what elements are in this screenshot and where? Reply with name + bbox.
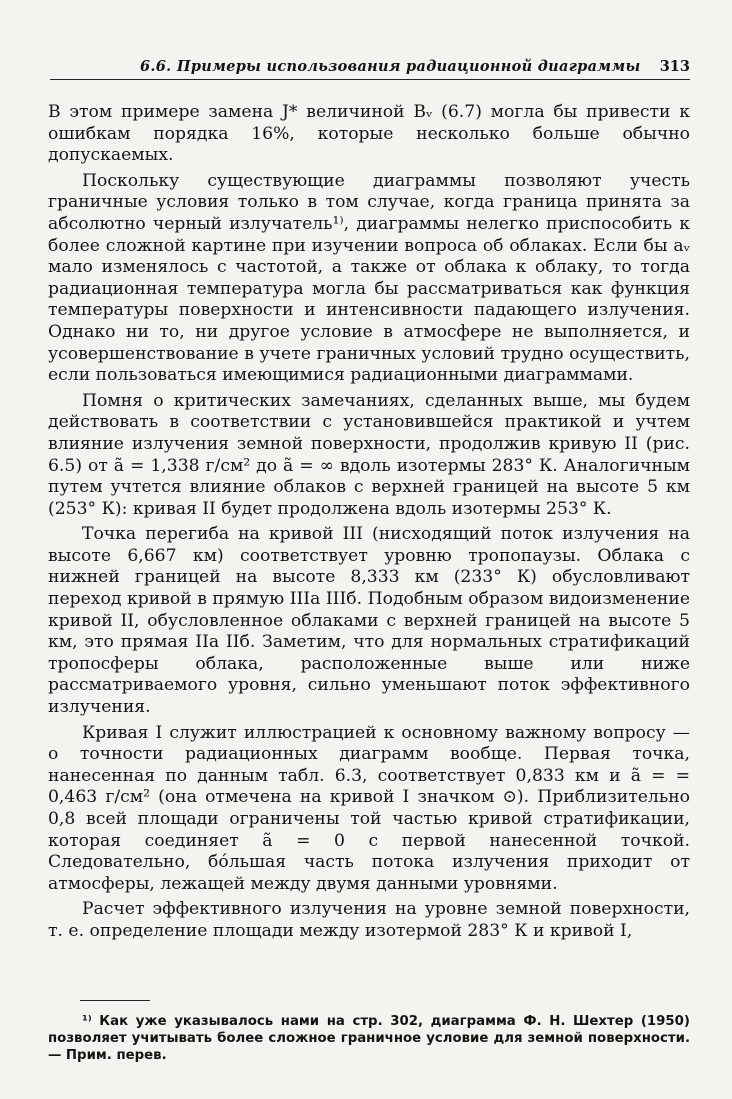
paragraph: Кривая I служит иллюстрацией к основному важному вопросу — о точности радиационных диаграмм вообще. Первая точка, нанесенная по данным табл. 6.3, соответствует 0,833 км и ã = = 0,463 г/см² (она отмечена на кривой I значком ⊙). Приблизительно 0,8 всей площади ограничены той частью кривой стратификации, которая соединяет ã = 0 с первой нанесенной точкой. Следовательно, бóльшая часть потока излучения приходит от атмосферы, лежащей между двумя данными уровнями. <box>48 722 690 894</box>
body-text <box>48 102 690 943</box>
paragraph: Точка перегиба на кривой III (нисходящий поток излучения на высоте 6,667 км) соответствует уровню тропопаузы. Облака с нижней границей на высоте 8,333 км (233° К) обусловливают переход кривой в прямую IIIа IIIб. Подобным образом видоизменение кривой II, обусловленное облаками с верхней границей на высоте 5 км, это прямая IIа IIб. Заметим, что для нормальных стратификаций тропосферы облака, расположенные выше или ниже рассматриваемого уровня, сильно уменьшают поток эффективного излучения. <box>48 524 690 718</box>
paragraph: Помня о критических замечаниях, сделанных выше, мы будем действовать в соответствии с установившейся практикой и учтем влияние излучения земной поверхности, продолжив кривую II (рис. 6.5) от ã = 1,338 г/см² до ã = ∞ вдоль изотермы 283° К. Аналогичным путем учтется влияние облаков с верхней границей на высоте 5 км (253° К): кривая II будет продолжена вдоль изотермы 253° К. <box>48 390 690 519</box>
footnote-divider <box>80 1000 150 1001</box>
paragraph: Расчет эффективного излучения на уровне земной поверхности, т. е. определение площади между изотермой 283° К и кривой I, <box>48 899 690 941</box>
paragraph: В этом примере замена J* величиной Bᵥ (6.7) могла бы привести к ошибкам порядка 16%, которые несколько больше обычно допускаемых. <box>48 102 690 166</box>
paragraph: Поскольку существующие диаграммы позволяют учесть граничные условия только в том случае, когда граница принята за абсолютно черный излучатель¹⁾, диаграммы нелегко приспособить к более сложной картине при изучении вопроса об облаках. Если бы aᵥ мало изменялось с частотой, а также от облака к облаку, то тогда радиационная температура могла бы рассматриваться как функция температуры поверхности и интенсивности падающего излучения. Однако ни то, ни другое условие в атмосфере не выполняется, и усовершенствование в учете граничных условий трудно осуществить, если пользоваться имеющимися радиационными диаграммами. <box>48 170 690 386</box>
running-title: 6.6. Примеры использования радиационной диаграммы <box>140 58 641 75</box>
footnote-text: ¹⁾ Как уже указывалось нами на стр. 302, диаграмма Ф. Н. Шехтер (1950) позволяет учитывать более сложное граничное условие для земной поверхности.— Прим. перев. <box>48 1014 690 1063</box>
page-number: 313 <box>659 58 690 75</box>
page-header <box>50 58 690 80</box>
footnote <box>48 1013 690 1064</box>
